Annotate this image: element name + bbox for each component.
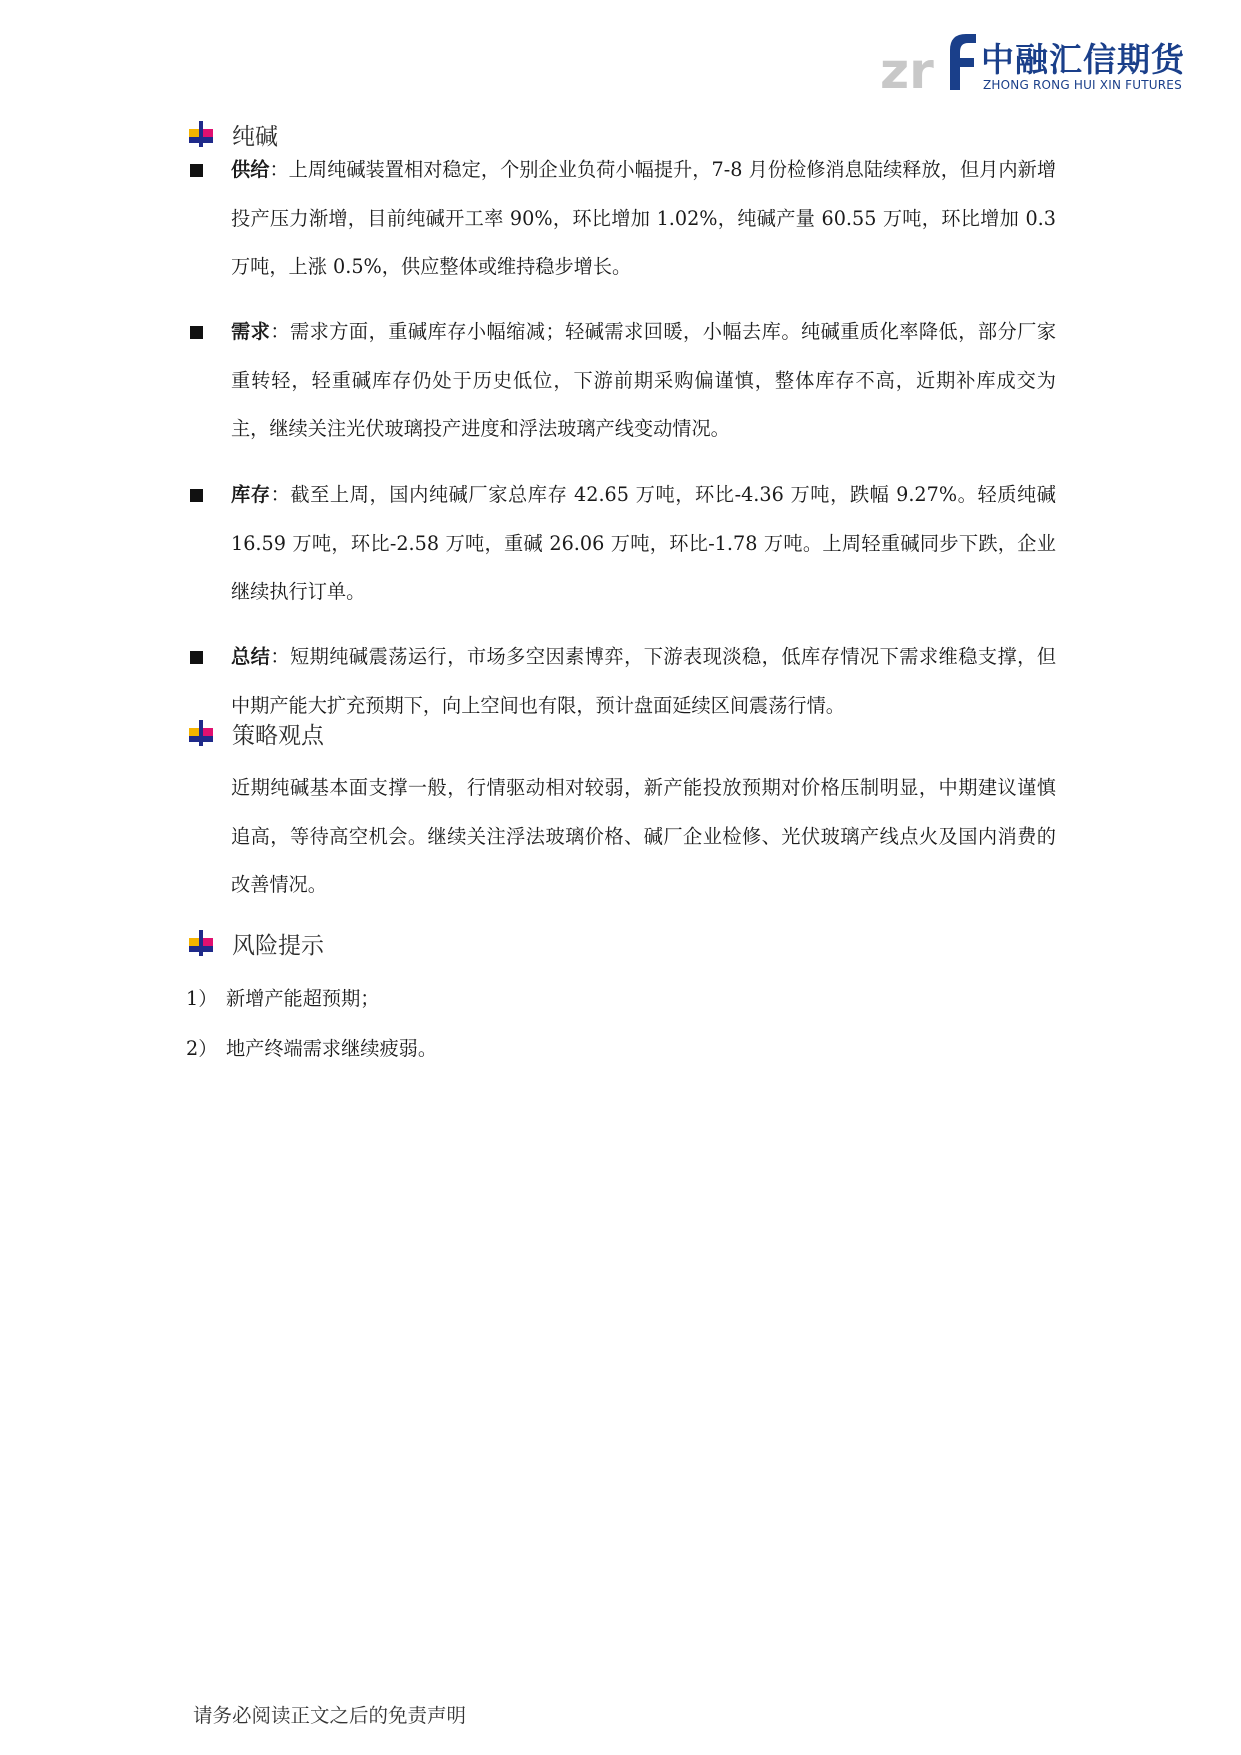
risk-item-text: 地产终端需求继续疲弱。 [226, 1037, 438, 1060]
square-bullet-icon [190, 326, 203, 339]
bullet-text: ：需求方面，重碱库存小幅缩减；轻碱需求回暖，小幅去库。纯碱重质化率降低，部分厂家重转轻，轻重碱库存仍处于历史低位，下游前期采购偏谨慎，整体库存不高，近期补库成交为主，继续关注光伏玻璃投产进度和浮法玻璃产线变动情况。 [231, 320, 1057, 440]
bullet-text: ：短期纯碱震荡运行，市场多空因素博弈，下游表现淡稳，低库存情况下需求维稳支撑，但中期产能大扩充预期下，向上空间也有限，预计盘面延续区间震荡行情。 [231, 645, 1057, 717]
bullet-paragraph-demand [186, 308, 1056, 454]
risk-item [186, 1034, 437, 1064]
bullet-label: 供给 [231, 158, 270, 181]
square-bullet-icon [190, 489, 203, 502]
logo-english-name: ZHONG RONG HUI XIN FUTURES [983, 78, 1182, 92]
bullet-label: 总结 [231, 645, 271, 668]
section-title: 风险提示 [232, 932, 324, 959]
section-title: 策略观点 [232, 722, 324, 749]
risk-item-text: 新增产能超预期； [226, 987, 380, 1010]
svg-text:zr: zr [880, 42, 934, 94]
square-bullet-icon [190, 651, 203, 664]
cross-marker-icon [186, 718, 216, 748]
zrf-logo-mark [880, 28, 980, 94]
bullet-paragraph-supply [186, 146, 1056, 292]
footer-disclaimer: 请务必阅读正文之后的免责声明 [193, 1704, 467, 1727]
section-heading-risk [186, 926, 324, 960]
square-bullet-icon [190, 164, 203, 177]
section-heading-strategy [186, 716, 324, 750]
cross-marker-icon [186, 119, 216, 149]
bullet-paragraph-inventory [186, 471, 1056, 617]
risk-item-number: 2） [186, 1037, 218, 1060]
strategy-paragraph: 近期纯碱基本面支撑一般，行情驱动相对较弱，新产能投放预期对价格压制明显，中期建议谨慎追高，等待高空机会。继续关注浮法玻璃价格、碱厂企业检修、光伏玻璃产线点火及国内消费的改善情况。 [231, 776, 1056, 896]
bullet-label: 需求 [231, 320, 271, 343]
logo-chinese-name: 中融汇信期货 [981, 40, 1185, 79]
section-title: 纯碱 [232, 123, 278, 150]
company-logo [880, 28, 1185, 94]
bullet-label: 库存 [231, 483, 271, 506]
cross-marker-icon [186, 928, 216, 958]
bullet-text: ：上周纯碱装置相对稳定，个别企业负荷小幅提升，7-8 月份检修消息陆续释放，但月内新增投产压力渐增，目前纯碱开工率 90%，环比增加 1.02%，纯碱产量 60.55 万吨，环比增加 0.3 万吨，上涨 0.5%，供应整体或维持稳步增长。 [231, 158, 1057, 278]
risk-item [186, 984, 380, 1014]
bullet-text: ：截至上周，国内纯碱厂家总库存 42.65 万吨，环比-4.36 万吨，跌幅 9.27%。轻质纯碱 16.59 万吨，环比-2.58 万吨，重碱 26.06 万吨，环比-1.78 万吨。上周轻重碱同步下跌，企业继续执行订单。 [231, 483, 1056, 603]
risk-item-number: 1） [186, 987, 218, 1010]
